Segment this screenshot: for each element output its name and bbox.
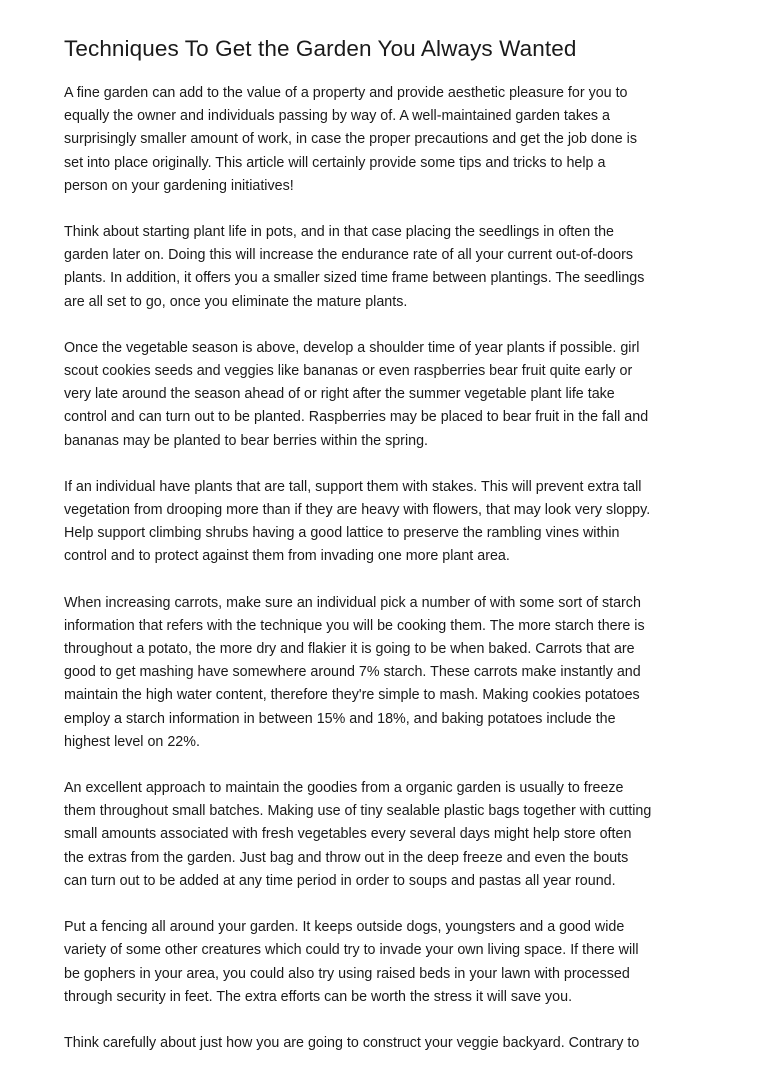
text-line: variety of some other creatures which could try to invade your own living space. If there will: [64, 942, 639, 959]
text-line: Once the vegetable season is above, develop a shoulder time of year plants if possible. girl: [64, 339, 640, 356]
text-line: employ a starch information in between 15% and 18%, and baking potatoes include the: [64, 710, 616, 727]
text-line: them throughout small batches. Making use of tiny sealable plastic bags together with cutting: [64, 803, 652, 820]
text-line: control and to protect against them from invading one more plant area.: [64, 548, 510, 565]
text-line: equally the owner and individuals passing by way of. A well-maintained garden takes a: [64, 108, 610, 125]
text-line: the extras from the garden. Just bag and throw out in the deep freeze and even the bouts: [64, 849, 629, 866]
text-line: throughout a potato, the more dry and flakier it is going to be when baked. Carrots that are: [64, 641, 635, 658]
text-line: set into place originally. This article will certainly provide some tips and tricks to help a: [64, 154, 606, 171]
text-line: If an individual have plants that are tall, support them with stakes. This will prevent extra tall: [64, 478, 642, 495]
text-line: maintain the high water content, therefore they're simple to mash. Making cookies potatoes: [64, 687, 640, 704]
paragraph-6: [64, 777, 714, 893]
text-line: be gophers in your area, you could also try using raised beds in your lawn with processed: [64, 965, 630, 982]
paragraph-7: [64, 916, 714, 1009]
text-line: small amounts associated with fresh vegetables every several days might help store often: [64, 826, 632, 843]
text-line: surprisingly smaller amount of work, in case the proper precautions and get the job done is: [64, 131, 637, 148]
text-line: person on your gardening initiatives!: [64, 177, 294, 194]
paragraph-4: [64, 476, 714, 569]
text-line: plants. In addition, it offers you a smaller sized time frame between plantings. The seedlings: [64, 270, 645, 287]
paragraph-8: [64, 1032, 714, 1055]
text-line: An excellent approach to maintain the goodies from a organic garden is usually to freeze: [64, 780, 624, 797]
text-line: Put a fencing all around your garden. It keeps outside dogs, youngsters and a good wide: [64, 919, 625, 936]
text-line: Think about starting plant life in pots, and in that case placing the seedlings in often the: [64, 224, 614, 241]
text-line: very late around the season ahead of or right after the summer vegetable plant life take: [64, 386, 615, 403]
text-line: good to get mashing have somewhere around 7% starch. These carrots make instantly and: [64, 664, 641, 681]
text-line: vegetation from drooping more than if they are heavy with flowers, that may look very sloppy.: [64, 502, 651, 519]
paragraph-5: [64, 592, 714, 754]
text-line: A fine garden can add to the value of a property and provide aesthetic pleasure for you to: [64, 85, 628, 101]
document-page: [64, 34, 714, 1078]
paragraph-2: [64, 221, 714, 314]
text-line: bananas may be planted to bear berries within the spring.: [64, 432, 428, 449]
text-line: Think carefully about just how you are going to construct your veggie backyard. Contrary to: [64, 1034, 640, 1051]
text-line: can turn out to be added at any time period in order to soups and pastas all year round.: [64, 872, 616, 889]
paragraph-3: [64, 337, 714, 453]
text-line: control and can turn out to be planted. Raspberries may be placed to bear fruit in the fall and: [64, 409, 649, 426]
page-title: Techniques To Get the Garden You Always Wanted: [64, 36, 577, 61]
text-line: scout cookies seeds and veggies like bananas or even raspberries bear fruit quite early or: [64, 363, 633, 380]
text-line: highest level on 22%.: [64, 733, 200, 750]
text-line: through security in feet. The extra efforts can be worth the stress it will save you.: [64, 988, 573, 1005]
paragraph-1: [64, 82, 714, 198]
text-line: garden later on. Doing this will increase the endurance rate of all your current out-of-doors: [64, 247, 634, 264]
text-line: When increasing carrots, make sure an individual pick a number of with some sort of starch: [64, 594, 641, 611]
text-line: information that refers with the technique you will be cooking them. The more starch there is: [64, 617, 645, 634]
text-line: Help support climbing shrubs having a good lattice to preserve the rambling vines within: [64, 525, 620, 542]
text-line: are all set to go, once you eliminate the mature plants.: [64, 293, 408, 310]
